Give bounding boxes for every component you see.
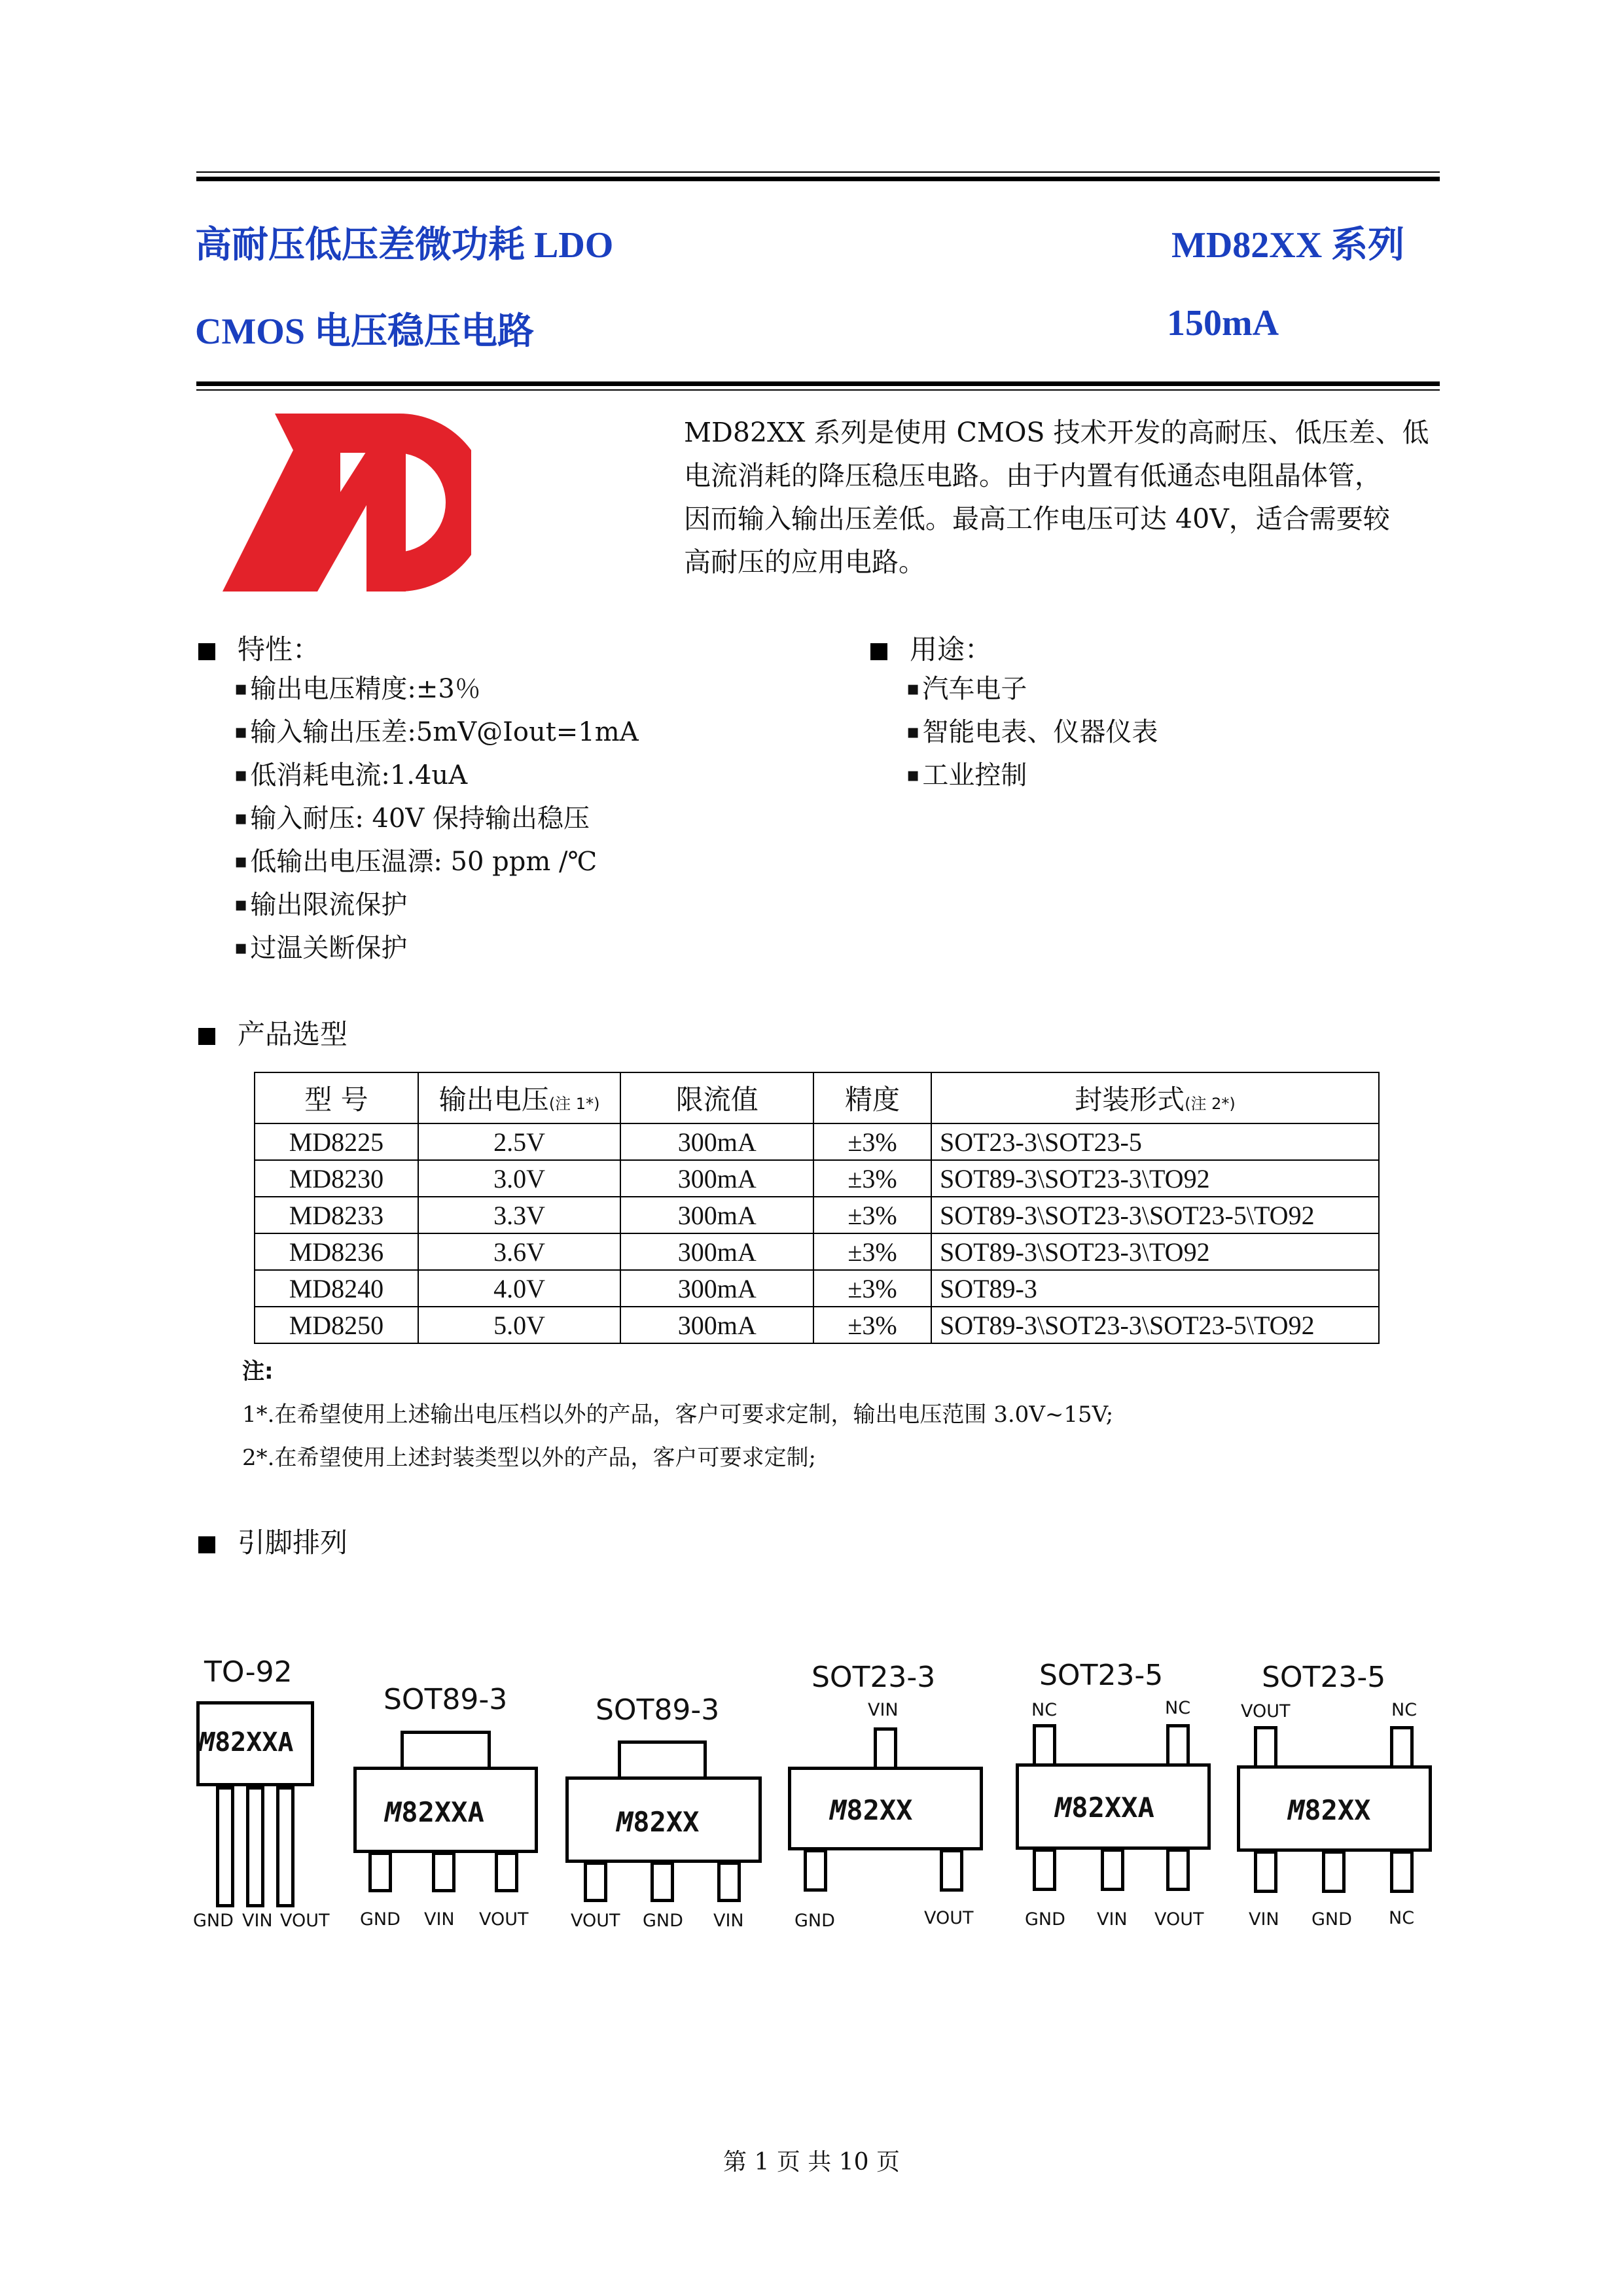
package-marking: M82XXA bbox=[199, 1727, 294, 1757]
table-row: MD8236 3.6V 300mA ±3% SOT89-3\SOT23-3\TO92 bbox=[255, 1233, 1379, 1270]
application-item: ▪ 工业控制 bbox=[906, 754, 1158, 797]
feature-item: ▪ 过温关断保护 bbox=[234, 927, 639, 970]
intro-line: MD82XX 系列是使用 CMOS 技术开发的高耐压、低压差、低 bbox=[684, 417, 1429, 448]
package-name: SOT89-3 bbox=[596, 1693, 720, 1727]
package-tab bbox=[618, 1740, 707, 1780]
features-heading: 特性： bbox=[198, 628, 320, 667]
header-rule-bottom-thin bbox=[196, 389, 1440, 391]
md-logo bbox=[209, 414, 471, 592]
note-2: 2*.在希望使用上述封装类型以外的产品，客户可要求定制; bbox=[242, 1445, 816, 1471]
pin-label: GND bbox=[1311, 1909, 1352, 1930]
feature-item: ▪ 输出限流保护 bbox=[234, 883, 639, 927]
doc-title: 高耐压低压差微功耗 LDO bbox=[195, 225, 614, 266]
applications-heading: 用途： bbox=[870, 628, 992, 667]
pinout-heading: 引脚排列 bbox=[198, 1521, 348, 1561]
pin-label: NC bbox=[1389, 1908, 1415, 1928]
pin-label: NC bbox=[1391, 1700, 1418, 1720]
col-header-limit: 限流值 bbox=[620, 1072, 813, 1123]
header-rule-top-thin bbox=[196, 171, 1440, 173]
current-rating: 150mA bbox=[1167, 303, 1279, 344]
package-lead bbox=[1254, 1726, 1277, 1769]
note-1: 1*.在希望使用上述输出电压档以外的产品，客户可要求定制，输出电压范围 3.0V~15V; bbox=[242, 1402, 1114, 1428]
intro-line: 高耐压的应用电路。 bbox=[684, 546, 925, 578]
package-name: SOT23-3 bbox=[812, 1661, 936, 1694]
pin-label: VOUT bbox=[924, 1908, 974, 1928]
pin-label: VOUT bbox=[571, 1911, 620, 1931]
feature-item: ▪ 输入输出压差:5mV@Iout=1mA bbox=[234, 711, 639, 754]
package-name: SOT23-5 bbox=[1039, 1659, 1164, 1692]
package-lead bbox=[216, 1786, 234, 1907]
package-lead bbox=[717, 1862, 741, 1902]
package-name: SOT23-5 bbox=[1262, 1661, 1386, 1694]
series-label: MD82XX 系列 bbox=[1171, 225, 1405, 266]
table-row: MD8250 5.0V 300mA ±3% SOT89-3\SOT23-3\SOT23-5\TO92 bbox=[255, 1307, 1379, 1343]
package-lead bbox=[1033, 1724, 1056, 1767]
feature-item: ▪ 低输出电压温漂: 50 ppm /℃ bbox=[234, 840, 639, 883]
pin-label: VIN bbox=[424, 1909, 455, 1930]
col-header-model: 型 号 bbox=[255, 1072, 418, 1123]
table-row: MD8225 2.5V 300mA ±3% SOT23-3\SOT23-5 bbox=[255, 1123, 1379, 1160]
pin-label: GND bbox=[360, 1909, 401, 1930]
package-lead bbox=[1254, 1850, 1277, 1893]
col-header-voltage: 输出电压(注 1*) bbox=[418, 1072, 621, 1123]
selection-heading: 产品选型 bbox=[198, 1013, 348, 1052]
package-lead bbox=[1322, 1850, 1346, 1893]
package-lead bbox=[584, 1862, 607, 1902]
pin-label: GND bbox=[193, 1911, 234, 1931]
package-lead bbox=[1101, 1848, 1124, 1891]
package-tab bbox=[401, 1731, 491, 1770]
package-lead bbox=[432, 1852, 455, 1892]
table-row: MD8233 3.3V 300mA ±3% SOT89-3\SOT23-3\SOT23-5\TO92 bbox=[255, 1197, 1379, 1233]
package-marking: M82XXA bbox=[385, 1796, 484, 1828]
applications-list bbox=[906, 667, 1158, 797]
package-marking: M82XXA bbox=[1055, 1792, 1154, 1824]
pin-label: VOUT bbox=[479, 1909, 529, 1930]
table-row: MD8230 3.0V 300mA ±3% SOT89-3\SOT23-3\TO92 bbox=[255, 1160, 1379, 1197]
package-name: TO-92 bbox=[204, 1655, 293, 1689]
square-bullet-icon bbox=[870, 643, 887, 660]
pin-label: VOUT bbox=[1241, 1701, 1291, 1722]
pin-label: GND bbox=[643, 1911, 683, 1931]
col-header-package: 封装形式(注 2*) bbox=[931, 1072, 1379, 1123]
square-bullet-icon bbox=[198, 1028, 215, 1045]
package-lead bbox=[246, 1786, 264, 1907]
feature-item: ▪ 输入耐压: 40V 保持输出稳压 bbox=[234, 797, 639, 840]
table-row: MD8240 4.0V 300mA ±3% SOT89-3 bbox=[255, 1270, 1379, 1307]
page-number: 第 1 页 共 10 页 bbox=[723, 2149, 900, 2176]
package-lead bbox=[940, 1849, 963, 1892]
package-lead bbox=[804, 1849, 827, 1892]
intro-line: 电流消耗的降压稳压电路。由于内置有低通态电阻晶体管， bbox=[684, 460, 1382, 491]
pin-label: VIN bbox=[713, 1911, 744, 1931]
notes-label: 注: bbox=[242, 1358, 274, 1385]
package-lead bbox=[651, 1862, 674, 1902]
application-item: ▪ 汽车电子 bbox=[906, 667, 1158, 711]
header-rule-bottom-thick bbox=[196, 381, 1440, 386]
application-item: ▪ 智能电表、仪器仪表 bbox=[906, 711, 1158, 754]
package-lead bbox=[368, 1852, 392, 1892]
package-name: SOT89-3 bbox=[383, 1683, 508, 1716]
package-lead bbox=[1390, 1850, 1414, 1893]
pin-label: VOUT bbox=[1154, 1909, 1204, 1930]
package-lead bbox=[1166, 1848, 1190, 1891]
features-list bbox=[234, 667, 639, 970]
pin-label: VIN bbox=[1249, 1909, 1279, 1930]
pin-label: NC bbox=[1165, 1698, 1191, 1718]
package-lead bbox=[1166, 1724, 1190, 1767]
pin-label: NC bbox=[1031, 1700, 1058, 1720]
pin-label: VIN bbox=[1097, 1909, 1128, 1930]
package-marking: M82XX bbox=[616, 1806, 700, 1838]
pin-label: GND bbox=[1025, 1909, 1065, 1930]
intro-paragraph bbox=[684, 411, 1443, 584]
pin-label: VOUT bbox=[280, 1911, 330, 1931]
package-lead bbox=[874, 1727, 897, 1770]
square-bullet-icon bbox=[198, 643, 215, 660]
pin-label: VIN bbox=[242, 1911, 273, 1931]
package-lead bbox=[495, 1852, 518, 1892]
pin-label: GND bbox=[794, 1911, 835, 1931]
feature-item: ▪ 低消耗电流:1.4uA bbox=[234, 754, 639, 797]
package-marking: M82XX bbox=[1288, 1794, 1371, 1826]
doc-subtitle: CMOS 电压稳压电路 bbox=[195, 311, 534, 352]
package-lead bbox=[1390, 1726, 1414, 1769]
package-lead bbox=[1033, 1848, 1056, 1891]
pin-label: VIN bbox=[868, 1700, 899, 1720]
feature-item: ▪ 输出电压精度:±3％ bbox=[234, 667, 639, 711]
square-bullet-icon bbox=[198, 1536, 215, 1553]
table-header-row bbox=[255, 1072, 1379, 1123]
intro-line: 因而输入输出压差低。最高工作电压可达 40V，适合需要较 bbox=[684, 503, 1390, 535]
package-marking: M82XX bbox=[830, 1794, 913, 1826]
header-rule-top-thick bbox=[196, 177, 1440, 181]
selection-table bbox=[254, 1072, 1380, 1344]
col-header-accuracy: 精度 bbox=[813, 1072, 931, 1123]
package-lead bbox=[276, 1786, 294, 1907]
